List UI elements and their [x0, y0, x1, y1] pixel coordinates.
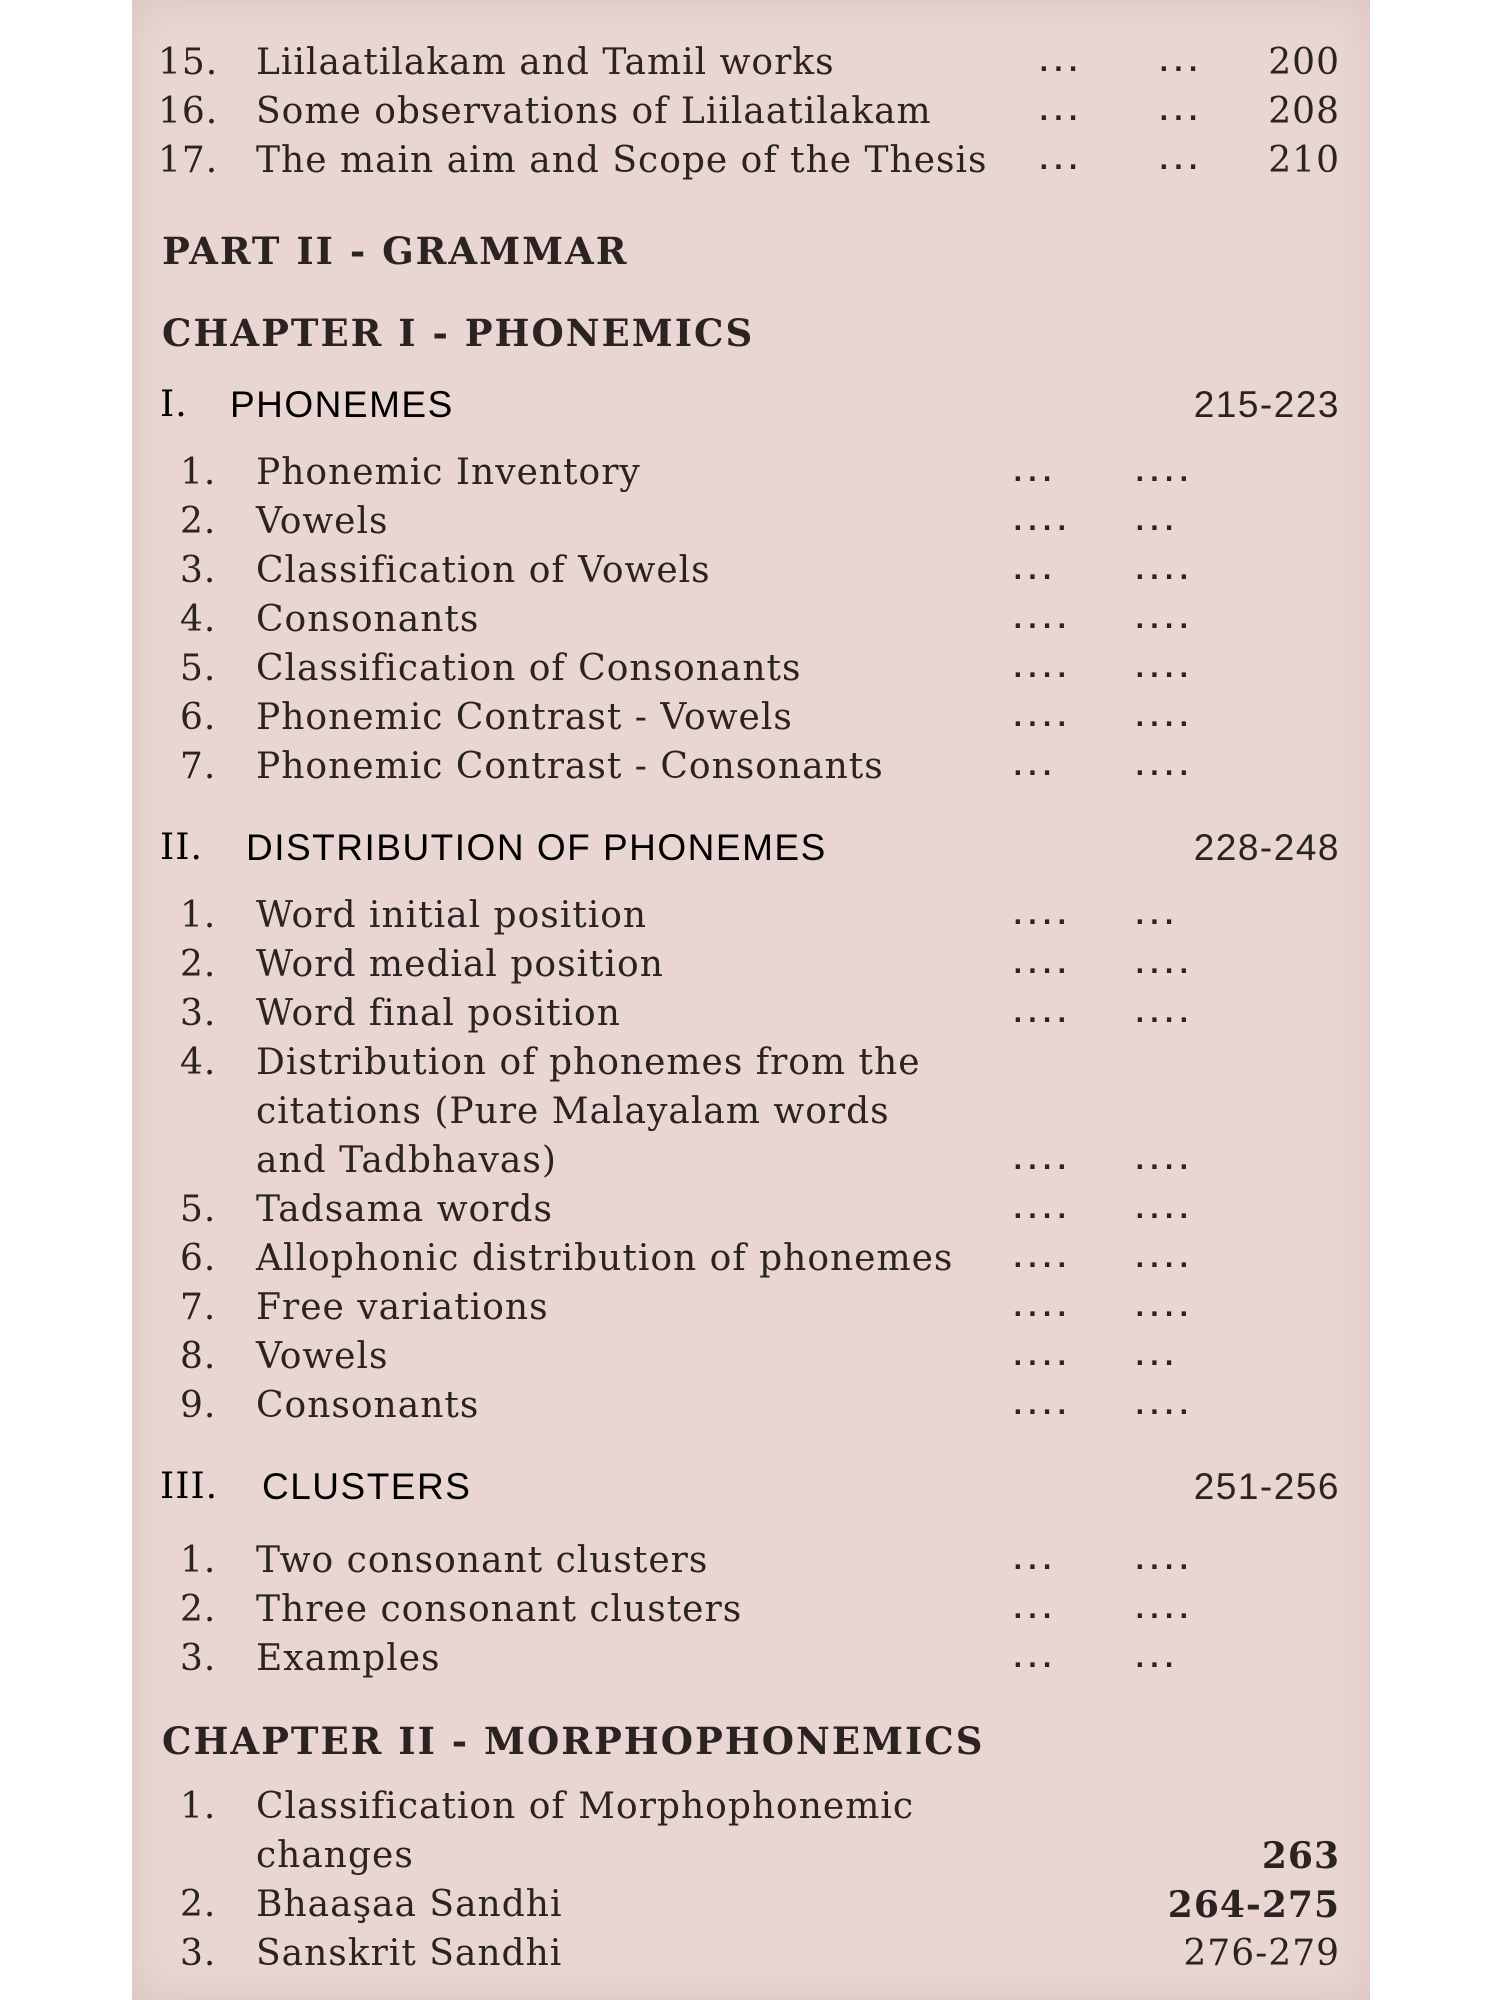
toc-entry-15: [132, 40, 1370, 86]
entry-title-line: citations (Pure Malayalam words: [256, 1091, 890, 1132]
leader-dots: ...: [1010, 556, 1054, 586]
toc-entry: [132, 1040, 1370, 1086]
entry-number: 17.: [158, 140, 219, 181]
leader-dots: ....: [1132, 999, 1191, 1029]
entry-title: Vowels: [256, 501, 389, 542]
leader-dots: ....: [1132, 654, 1191, 684]
leader-dots: ....: [1010, 1342, 1069, 1372]
entry-number: 6.: [180, 697, 217, 738]
entry-title: Classification of Consonants: [256, 648, 802, 689]
entry-number: 6.: [180, 1238, 217, 1279]
section-numeral: III.: [160, 1466, 219, 1507]
entry-title: Consonants: [256, 599, 480, 640]
entry-page: 263: [1261, 1835, 1340, 1877]
leader-dots: ....: [1132, 752, 1191, 782]
leader-dots: ...: [1156, 48, 1200, 78]
entry-number: 7.: [180, 1287, 217, 1328]
entry-page: 210: [1268, 140, 1340, 181]
leader-dots: ....: [1132, 703, 1191, 733]
entry-title: Allophonic distribution of phonemes: [256, 1238, 954, 1279]
leader-dots: ....: [1132, 556, 1191, 586]
leader-dots: ...: [1010, 1644, 1054, 1674]
leader-dots: ....: [1010, 1146, 1069, 1176]
leader-dots: ...: [1132, 901, 1176, 931]
entry-title: Phonemic Inventory: [256, 452, 641, 493]
section-title: DISTRIBUTION OF PHONEMES: [246, 827, 827, 868]
entry-title: Phonemic Contrast - Vowels: [256, 697, 793, 738]
toc-entry: [132, 695, 1370, 741]
leader-dots: ...: [1156, 146, 1200, 176]
leader-dots: ....: [1132, 1244, 1191, 1274]
entry-number: 1.: [180, 1786, 217, 1827]
toc-entry: [132, 1587, 1370, 1633]
entry-title: Sanskrit Sandhi: [256, 1933, 563, 1974]
leader-dots: ...: [1132, 507, 1176, 537]
leader-dots: ...: [1010, 1546, 1054, 1576]
leader-dots: ....: [1132, 1391, 1191, 1421]
section-pages: 228-248: [1193, 827, 1340, 868]
entry-title: Three consonant clusters: [256, 1589, 743, 1630]
entry-number: 9.: [180, 1385, 217, 1426]
chapter-heading-row: [132, 310, 1370, 356]
leader-dots: ....: [1132, 605, 1191, 635]
entry-number: 15.: [158, 42, 219, 83]
entry-page: 264-275: [1167, 1884, 1340, 1926]
leader-dots: ....: [1132, 1546, 1191, 1576]
entry-title: Word initial position: [256, 895, 648, 936]
section-heading-distribution: [132, 825, 1370, 871]
leader-dots: ....: [1010, 605, 1069, 635]
section-heading-phonemes: [132, 382, 1370, 428]
leader-dots: ...: [1010, 458, 1054, 488]
entry-number: 16.: [158, 91, 219, 132]
leader-dots: ....: [1010, 1293, 1069, 1323]
leader-dots: ....: [1010, 950, 1069, 980]
part-heading: PART II - GRAMMAR: [162, 229, 629, 273]
section-numeral: I.: [160, 384, 188, 425]
toc-entry: [132, 1931, 1370, 1977]
toc-entry: [132, 991, 1370, 1037]
toc-entry: [132, 646, 1370, 692]
leader-dots: ....: [1132, 1293, 1191, 1323]
toc-entry: [132, 499, 1370, 545]
leader-dots: ...: [1010, 752, 1054, 782]
toc-entry: [132, 1334, 1370, 1380]
entry-page: 200: [1268, 42, 1340, 83]
leader-dots: ....: [1010, 999, 1069, 1029]
toc-entry-continuation: [132, 1833, 1370, 1879]
toc-entry-continuation: [132, 1138, 1370, 1184]
section-title: CLUSTERS: [262, 1466, 472, 1507]
section-title: PHONEMES: [230, 384, 454, 425]
entry-title: Free variations: [256, 1287, 549, 1328]
toc-entry: [132, 1236, 1370, 1282]
leader-dots: ...: [1036, 146, 1080, 176]
entry-title: Phonemic Contrast - Consonants: [256, 746, 884, 787]
entry-title-line: Distribution of phonemes from the: [256, 1042, 921, 1083]
leader-dots: ....: [1132, 950, 1191, 980]
entry-title: Bhaaşaa Sandhi: [256, 1884, 563, 1925]
leader-dots: ...: [1132, 1342, 1176, 1372]
entry-number: 2.: [180, 1589, 217, 1630]
leader-dots: ...: [1010, 1595, 1054, 1625]
leader-dots: ....: [1132, 1195, 1191, 1225]
chapter-heading: CHAPTER I - PHONEMICS: [162, 311, 755, 355]
entry-number: 3.: [180, 1933, 217, 1974]
entry-title: Some observations of Liilaatilakam: [256, 91, 932, 132]
entry-title-line: changes: [256, 1835, 414, 1876]
entry-title-line: and Tadbhavas): [256, 1140, 557, 1181]
toc-entry: [132, 450, 1370, 496]
entry-number: 2.: [180, 944, 217, 985]
entry-title: Tadsama words: [256, 1189, 553, 1230]
entry-title: Examples: [256, 1638, 441, 1679]
entry-title: Consonants: [256, 1385, 480, 1426]
toc-entry: [132, 1882, 1370, 1928]
chapter-heading: CHAPTER II - MORPHOPHONEMICS: [162, 1719, 985, 1763]
entry-number: 1.: [180, 895, 217, 936]
toc-entry-16: [132, 89, 1370, 135]
section-pages: 215-223: [1193, 384, 1340, 425]
leader-dots: ....: [1132, 458, 1191, 488]
leader-dots: ....: [1010, 901, 1069, 931]
toc-entry: [132, 1383, 1370, 1429]
toc-entry: [132, 893, 1370, 939]
toc-entry-continuation: [132, 1089, 1370, 1135]
leader-dots: ...: [1132, 1644, 1176, 1674]
entry-number: 5.: [180, 1189, 217, 1230]
entry-title: Classification of Vowels: [256, 550, 711, 591]
entry-title: Vowels: [256, 1336, 389, 1377]
leader-dots: ...: [1156, 97, 1200, 127]
toc-entry: [132, 1285, 1370, 1331]
toc-entry: [132, 597, 1370, 643]
toc-entry: [132, 942, 1370, 988]
entry-title-line: Classification of Morphophonemic: [256, 1786, 915, 1827]
leader-dots: ....: [1132, 1146, 1191, 1176]
entry-number: 3.: [180, 993, 217, 1034]
entry-title: The main aim and Scope of the Thesis: [256, 140, 988, 181]
toc-entry: [132, 1784, 1370, 1830]
entry-number: 3.: [180, 550, 217, 591]
leader-dots: ....: [1010, 703, 1069, 733]
entry-number: 3.: [180, 1638, 217, 1679]
toc-entry: [132, 548, 1370, 594]
entry-number: 7.: [180, 746, 217, 787]
entry-number: 8.: [180, 1336, 217, 1377]
leader-dots: ....: [1132, 1595, 1191, 1625]
entry-number: 5.: [180, 648, 217, 689]
section-heading-clusters: [132, 1464, 1370, 1510]
entry-number: 2.: [180, 1884, 217, 1925]
entry-title: Word final position: [256, 993, 621, 1034]
leader-dots: ....: [1010, 1244, 1069, 1274]
entry-title: Two consonant clusters: [256, 1540, 709, 1581]
entry-title: Liilaatilakam and Tamil works: [256, 42, 835, 83]
entry-page: 208: [1268, 91, 1340, 132]
toc-entry: [132, 1636, 1370, 1682]
leader-dots: ....: [1010, 1391, 1069, 1421]
toc-entry: [132, 1187, 1370, 1233]
leader-dots: ...: [1036, 97, 1080, 127]
entry-number: 4.: [180, 1042, 217, 1083]
entry-number: 1.: [180, 1540, 217, 1581]
entry-title: Word medial position: [256, 944, 664, 985]
toc-entry: [132, 1538, 1370, 1584]
entry-number: 1.: [180, 452, 217, 493]
chapter-heading-row: [132, 1718, 1370, 1764]
section-numeral: II.: [160, 827, 203, 868]
toc-entry: [132, 744, 1370, 790]
entry-page: 276-279: [1183, 1933, 1340, 1974]
leader-dots: ....: [1010, 654, 1069, 684]
leader-dots: ....: [1010, 1195, 1069, 1225]
toc-page: [132, 0, 1370, 2000]
entry-number: 4.: [180, 599, 217, 640]
toc-entry-17: [132, 138, 1370, 184]
leader-dots: ...: [1036, 48, 1080, 78]
part-heading-row: [132, 228, 1370, 274]
entry-number: 2.: [180, 501, 217, 542]
section-pages: 251-256: [1193, 1466, 1340, 1507]
leader-dots: ....: [1010, 507, 1069, 537]
